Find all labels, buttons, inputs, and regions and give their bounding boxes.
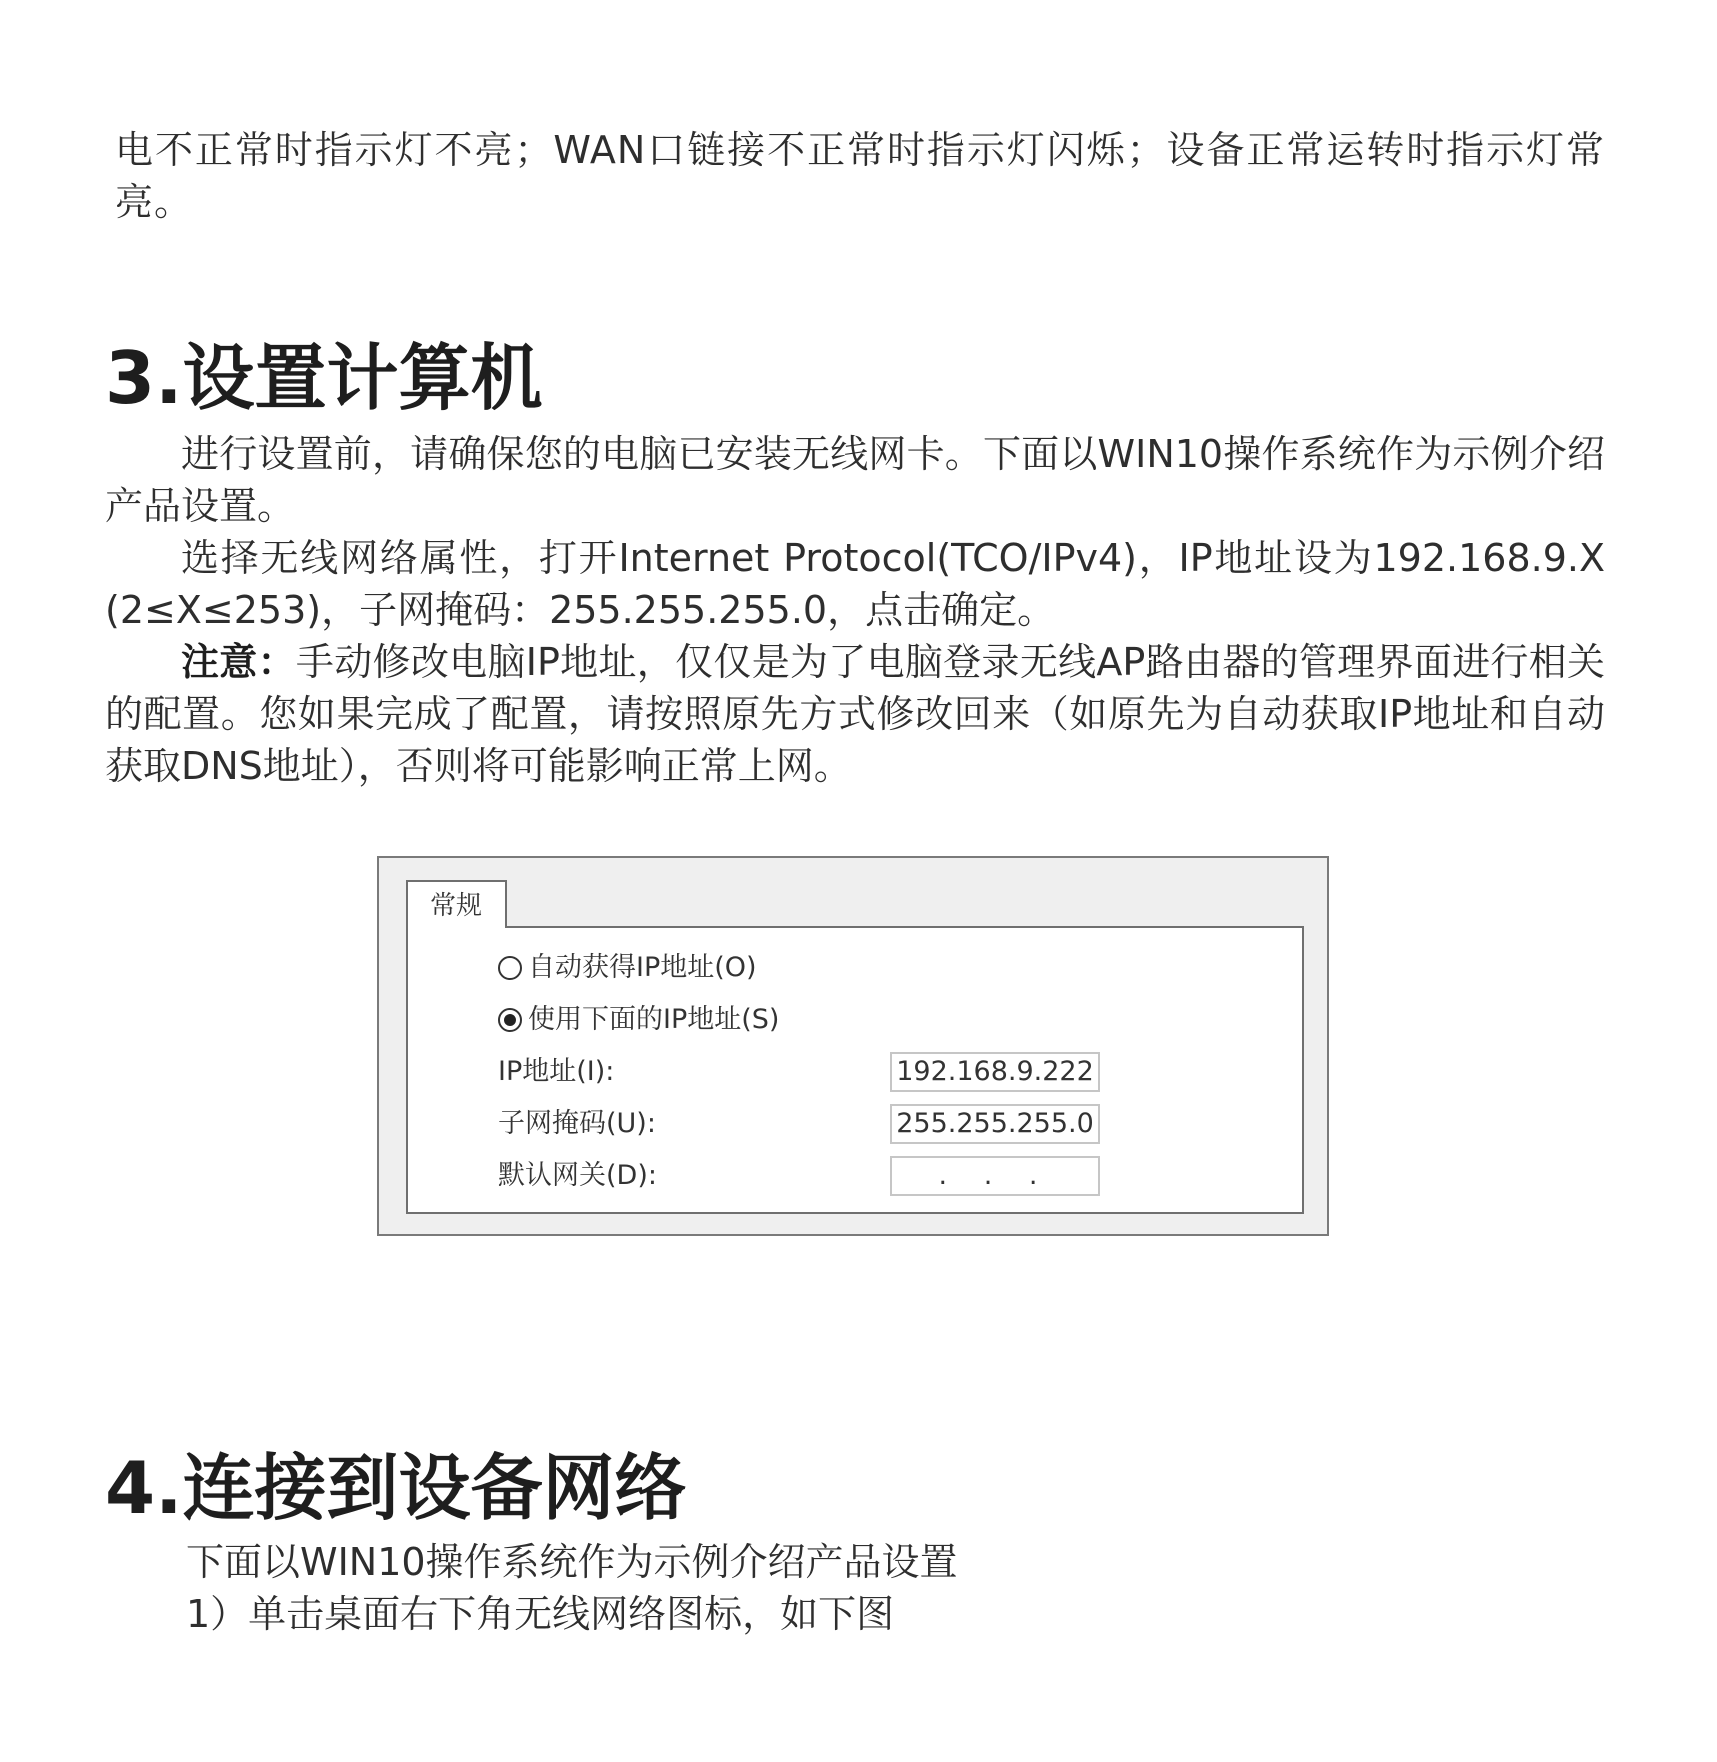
section-4-heading: 4.连接到设备网络 xyxy=(105,1446,687,1530)
radio-option-auto-ip[interactable] xyxy=(498,950,757,986)
section-3-paragraph-prerequisite: 进行设置前，请确保您的电脑已安装无线网卡。下面以WIN10操作系统作为示例介绍产品设置。 xyxy=(105,432,1605,528)
ip-settings-dialog xyxy=(377,856,1329,1236)
section-4-paragraph-intro: 下面以WIN10操作系统作为示例介绍产品设置 xyxy=(186,1540,958,1584)
section-3-paragraph-ip-setting: 选择无线网络属性，打开Internet Protocol(TCO/IPv4)，IP地址设为192.168.9.X (2≤X≤253)，子网掩码：255.255.255.0，点击确定。 xyxy=(105,536,1605,632)
section-3-heading: 3.设置计算机 xyxy=(105,336,543,420)
section-3-paragraph-note xyxy=(105,636,1605,792)
ip-address-label: IP地址(I): xyxy=(498,1056,615,1087)
radio-unchecked-icon[interactable] xyxy=(498,956,522,980)
subnet-mask-field[interactable]: 255.255.255.0 xyxy=(890,1104,1100,1144)
tab-general[interactable]: 常规 xyxy=(406,880,507,928)
intro-paragraph: 电不正常时指示灯不亮；WAN口链接不正常时指示灯闪烁；设备正常运转时指示灯常亮。 xyxy=(115,128,1605,224)
radio-manual-ip-label: 使用下面的IP地址(S) xyxy=(528,1004,780,1035)
subnet-mask-label: 子网掩码(U): xyxy=(498,1108,656,1139)
note-text: 手动修改电脑IP地址，仅仅是为了电脑登录无线AP路由器的管理界面进行相关的配置。您如果完成了配置，请按照原先方式修改回来（如原先为自动获取IP地址和自动获取DNS地址），否则将可能影响正常上网。 xyxy=(105,640,1605,788)
radio-auto-ip-label: 自动获得IP地址(O) xyxy=(528,952,757,983)
tab-panel-general xyxy=(406,926,1304,1214)
note-label: 注意： xyxy=(181,640,296,684)
radio-option-manual-ip[interactable] xyxy=(498,1002,779,1038)
radio-checked-icon[interactable] xyxy=(498,1008,522,1032)
section-4-step-1: 1）单击桌面右下角无线网络图标，如下图 xyxy=(186,1592,895,1636)
default-gateway-label: 默认网关(D): xyxy=(498,1160,657,1191)
default-gateway-field[interactable]: . . . xyxy=(890,1156,1100,1196)
ip-address-field[interactable]: 192.168.9.222 xyxy=(890,1052,1100,1092)
